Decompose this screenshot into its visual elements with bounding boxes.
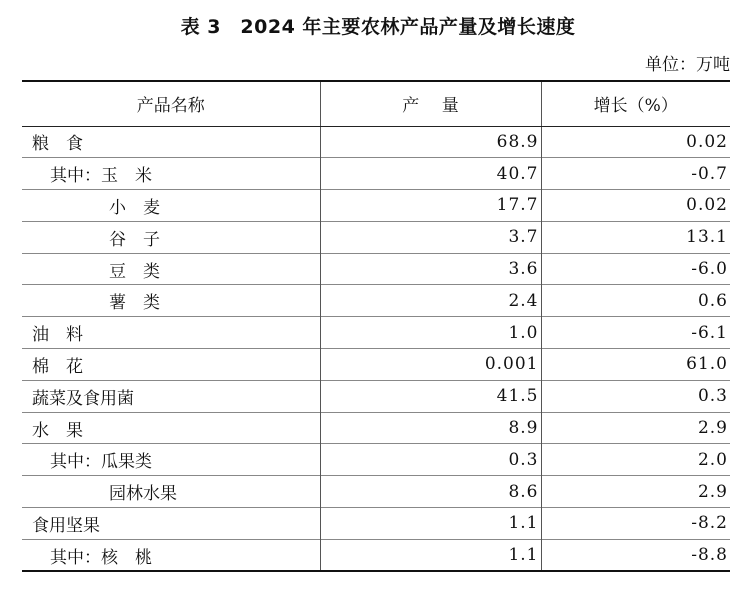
product-name-cell: 小 麦 (22, 190, 320, 222)
unit-label: 单位：万吨 (645, 55, 730, 75)
output-cell: 40.7 (320, 158, 541, 190)
table-row (22, 221, 730, 253)
output-cell: 68.9 (320, 126, 541, 158)
header-output: 产 量 (320, 81, 541, 126)
growth-cell: 2.9 (541, 412, 730, 444)
table-row (22, 190, 730, 222)
product-name-cell: 谷 子 (22, 221, 320, 253)
growth-cell: 13.1 (541, 221, 730, 253)
header-row (22, 81, 730, 126)
product-name-cell: 豆 类 (22, 253, 320, 285)
table-title: 表 3 2024 年主要农林产品产量及增长速度 (180, 16, 576, 38)
product-name-cell: 其中：玉 米 (22, 158, 320, 190)
output-cell: 3.6 (320, 253, 541, 285)
growth-cell: -0.7 (541, 158, 730, 190)
output-cell: 1.1 (320, 539, 541, 571)
product-name-cell: 其中：核 桃 (22, 539, 320, 571)
product-name-cell: 蔬菜及食用菌 (22, 380, 320, 412)
product-name-cell: 薯 类 (22, 285, 320, 317)
output-cell: 2.4 (320, 285, 541, 317)
output-cell: 0.3 (320, 444, 541, 476)
product-name-cell: 园林水果 (22, 476, 320, 508)
output-cell: 1.1 (320, 508, 541, 540)
table-row (22, 444, 730, 476)
growth-cell: -8.8 (541, 539, 730, 571)
product-name-cell: 水 果 (22, 412, 320, 444)
production-table (22, 80, 730, 572)
table-row (22, 158, 730, 190)
growth-cell: 0.02 (541, 126, 730, 158)
output-cell: 41.5 (320, 380, 541, 412)
header-product-name: 产品名称 (22, 81, 320, 126)
output-cell: 8.9 (320, 412, 541, 444)
table-row (22, 412, 730, 444)
output-cell: 0.001 (320, 349, 541, 381)
output-cell: 3.7 (320, 221, 541, 253)
table-row (22, 539, 730, 571)
output-cell: 1.0 (320, 317, 541, 349)
growth-cell: -6.1 (541, 317, 730, 349)
growth-cell: 0.6 (541, 285, 730, 317)
header-growth: 增长（%） (541, 81, 730, 126)
growth-cell: -8.2 (541, 508, 730, 540)
table-row (22, 317, 730, 349)
growth-cell: 2.9 (541, 476, 730, 508)
table-row (22, 349, 730, 381)
growth-cell: 61.0 (541, 349, 730, 381)
product-name-cell: 食用坚果 (22, 508, 320, 540)
product-name-cell: 粮 食 (32, 134, 83, 155)
table-row (22, 380, 730, 412)
growth-cell: -6.0 (541, 253, 730, 285)
growth-cell: 0.3 (541, 380, 730, 412)
table-row (22, 476, 730, 508)
product-name-cell: 其中：瓜果类 (22, 444, 320, 476)
table-row (22, 508, 730, 540)
growth-cell: 0.02 (541, 190, 730, 222)
growth-cell: 2.0 (541, 444, 730, 476)
table-row (22, 253, 730, 285)
table-row (22, 126, 730, 158)
table-row (22, 285, 730, 317)
output-cell: 17.7 (320, 190, 541, 222)
product-name-cell: 油 料 (22, 317, 320, 349)
product-name-cell: 棉 花 (22, 349, 320, 381)
output-cell: 8.6 (320, 476, 541, 508)
